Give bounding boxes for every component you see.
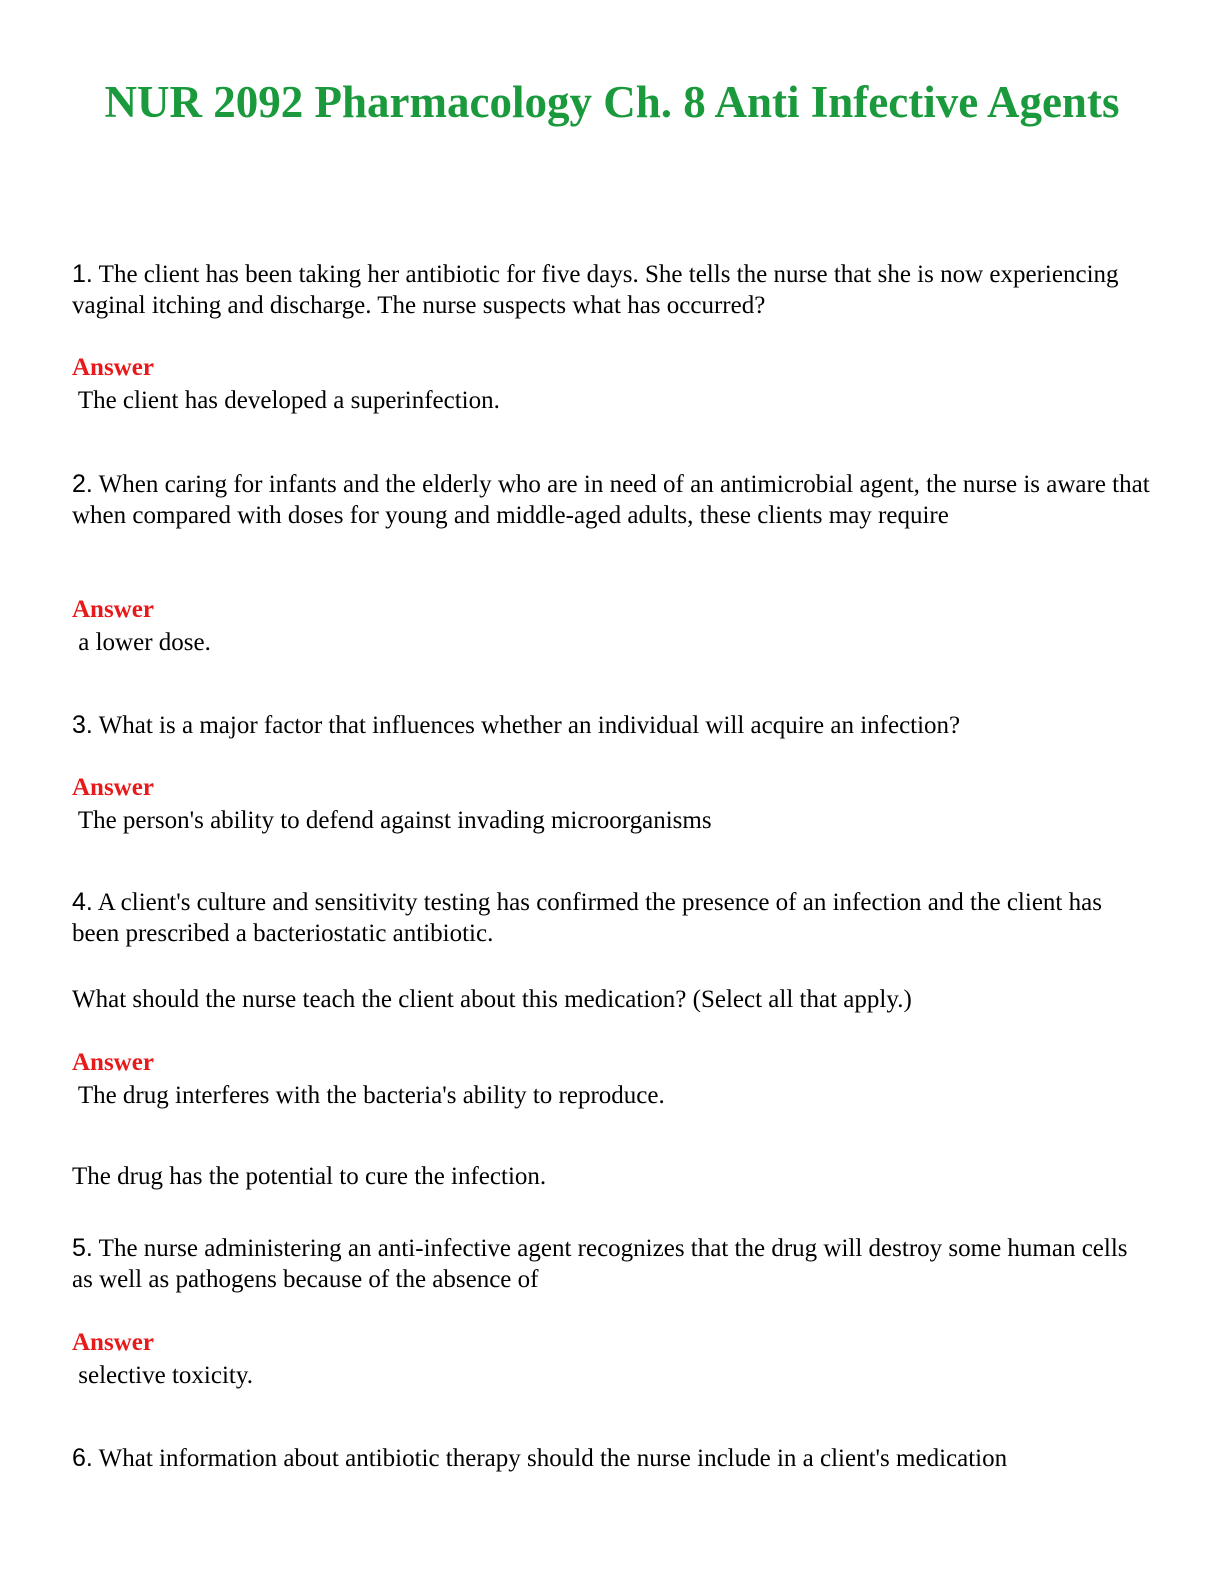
- question-number: 4.: [72, 888, 93, 916]
- question-text: The client has been taking her antibiotic for five days. She tells the nurse that she is now experiencing vaginal itching and discharge. The nurse suspects what has occurred?: [72, 261, 1119, 319]
- question-3: [72, 710, 1152, 741]
- question-number: 2.: [72, 470, 93, 498]
- question-number: 1.: [72, 260, 93, 288]
- page-title: NUR 2092 Pharmacology Ch. 8 Anti Infective Agents: [104, 77, 1120, 127]
- answer-text: The drug interferes with the bacteria's ability to reproduce.: [77, 1082, 665, 1109]
- answer-text: The drug has the potential to cure the infection.: [72, 1163, 547, 1190]
- question-number: 5.: [72, 1234, 93, 1262]
- answer-text: The person's ability to defend against invading microorganisms: [77, 807, 712, 834]
- question-text: What is a major factor that influences whether an individual will acquire an infection?: [98, 712, 961, 739]
- question-text: When caring for infants and the elderly who are in need of an antimicrobial agent, the nurse is aware that when compared with doses for young and middle-aged adults, these clients may require: [72, 471, 1150, 529]
- question-4: [72, 887, 1152, 949]
- question-4-subtext: What should the nurse teach the client about this medication? (Select all that apply.): [72, 986, 912, 1013]
- answer-text: The client has developed a superinfection.: [77, 387, 500, 414]
- question-text: The nurse administering an anti-infective agent recognizes that the drug will destroy some human cells as well as pathogens because of the absence of: [72, 1235, 1128, 1293]
- question-text: What information about antibiotic therapy should the nurse include in a client's medication: [98, 1445, 1008, 1472]
- answer-text: selective toxicity.: [78, 1362, 253, 1389]
- question-number: 3.: [72, 711, 93, 739]
- question-6: [72, 1443, 1152, 1474]
- answer-text: a lower dose.: [78, 629, 211, 656]
- answer-label: Answer: [72, 354, 154, 381]
- answer-label: Answer: [72, 1329, 154, 1356]
- question-number: 6.: [72, 1444, 93, 1472]
- question-5: [72, 1233, 1152, 1295]
- answer-label: Answer: [72, 596, 154, 623]
- answer-label: Answer: [72, 774, 154, 801]
- question-2: [72, 469, 1152, 531]
- question-1: [72, 259, 1152, 321]
- answer-label: Answer: [72, 1049, 154, 1076]
- question-text: A client's culture and sensitivity testing has confirmed the presence of an infection and the client has been prescribed a bacteriostatic antibiotic.: [72, 889, 1102, 947]
